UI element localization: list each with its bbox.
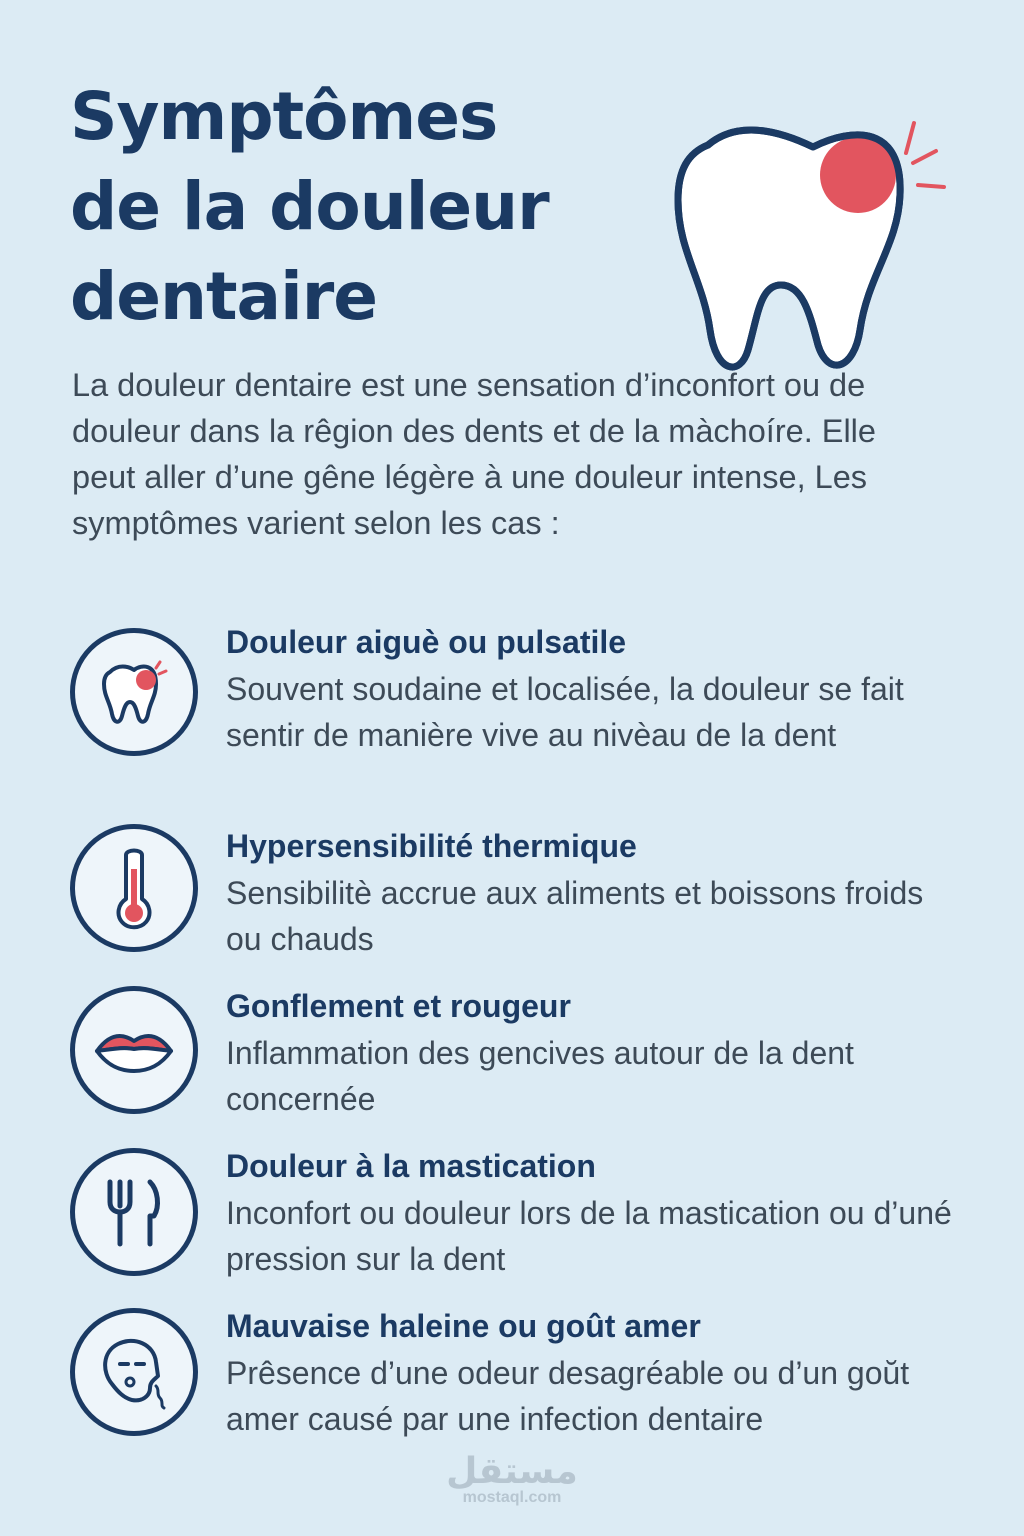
face-breath-icon xyxy=(94,1332,174,1412)
tooth-icon-circle xyxy=(70,628,198,756)
symptom-title: Mauvaise haleine ou goût amer xyxy=(226,1308,701,1344)
symptom-title: Douleur à la mastication xyxy=(226,1148,596,1184)
title-line-3: dentaire xyxy=(70,258,378,335)
tooth-icon xyxy=(94,652,174,732)
symptom-title: Hypersensibilité thermique xyxy=(226,828,637,864)
thermometer-icon xyxy=(94,843,174,933)
logo-arabic: مستقل xyxy=(446,1451,578,1492)
symptom-description: Inconfort ou douleur lors de la mastication ou d’uné pression sur la dent xyxy=(226,1195,952,1277)
brand-logo xyxy=(0,1452,1024,1508)
fork-knife-icon xyxy=(94,1172,174,1252)
lips-icon-circle xyxy=(70,986,198,1114)
intro-text: La douleur dentaire est une sensation d’inconfort ou de douleur dans la rêgion des dents et de la màchoíre. Elle peut aller d’une gêne légère à une douleur intense, Les symptômes varient selon les cas : xyxy=(72,367,876,541)
fork-knife-icon-circle xyxy=(70,1148,198,1276)
thermometer-icon-circle xyxy=(70,824,198,952)
symptom-title: Gonflement et rougeur xyxy=(226,988,571,1024)
symptom-description: Sensibilitè accrue aux aliments et boissons froids ou chauds xyxy=(226,875,924,957)
logo-url: mostaql.com xyxy=(462,1489,562,1506)
symptom-description: Inflammation des gencives autour de la dent concernée xyxy=(226,1035,854,1117)
symptom-title: Douleur aiguè ou pulsatile xyxy=(226,624,627,660)
face-breath-icon-circle xyxy=(70,1308,198,1436)
title-line-1: Symptômes xyxy=(70,78,498,155)
symptom-description: Souvent soudaine et localisée, la douleur se fait sentir de manière vive au nivèau de la dent xyxy=(226,671,904,753)
symptom-description: Prêsence d’une odeur desagréable ou d’un goŭt amer causé par une infection dentaire xyxy=(226,1355,910,1437)
lips-icon xyxy=(89,1015,179,1085)
title-line-2: de la douleur xyxy=(70,168,549,245)
